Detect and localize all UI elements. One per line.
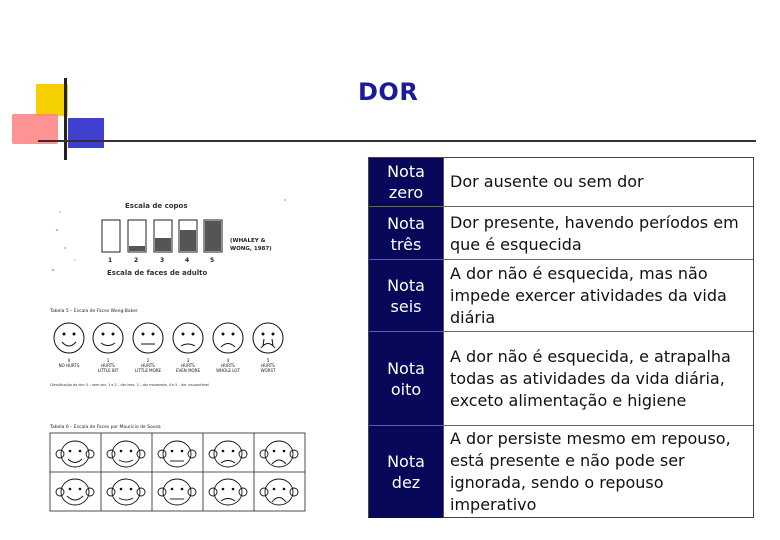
description-cell: A dor não é esquecida, mas não impede exercer atividades da vida diária xyxy=(443,260,753,332)
svg-text:LITTLE MORE: LITTLE MORE xyxy=(134,368,162,373)
score-label: Nota oito xyxy=(387,359,425,399)
score-cell xyxy=(369,260,443,332)
pain-scales-scan-image xyxy=(45,190,310,515)
score-label: Nota dez xyxy=(387,452,425,492)
svg-text:LITTLE BIT: LITTLE BIT xyxy=(97,368,119,373)
decor-vertical-line xyxy=(64,78,67,160)
svg-text:WHOLE LOT: WHOLE LOT xyxy=(216,368,240,373)
score-label: Nota três xyxy=(387,213,425,254)
svg-text:HURTS: HURTS xyxy=(101,363,115,368)
table-row xyxy=(369,259,753,332)
table-row xyxy=(369,425,753,518)
cup-number: 4 xyxy=(185,257,190,264)
svg-text:3: 3 xyxy=(186,358,190,363)
description-cell: A dor persiste mesmo em repouso, está presente e não pode ser ignorada, sendo o repouso imperativo xyxy=(443,426,753,518)
cup-number: 1 xyxy=(108,257,113,264)
cups-credit: (WHALEY & xyxy=(230,238,266,244)
svg-text:0: 0 xyxy=(67,358,71,363)
score-cell xyxy=(369,332,443,426)
svg-text:1: 1 xyxy=(106,358,110,363)
cups-credit: WONG, 1987) xyxy=(230,246,272,252)
svg-text:EVEN MORE: EVEN MORE xyxy=(176,368,200,373)
score-label: Nota zero xyxy=(387,162,425,202)
wong-baker-faces xyxy=(54,323,283,353)
score-cell xyxy=(369,207,443,260)
score-cell xyxy=(369,158,443,206)
svg-text:NO HURTS: NO HURTS xyxy=(58,363,80,368)
table-row xyxy=(369,206,753,260)
adult-faces-caption: Escala de faces de adulto xyxy=(107,269,208,277)
table-row xyxy=(369,158,753,206)
svg-text:HURTS: HURTS xyxy=(221,363,235,368)
wong-baker-title: Tabela 5 – Escala de Faces Wong-Baker xyxy=(50,309,138,314)
svg-text:WORST: WORST xyxy=(260,368,276,373)
score-cell xyxy=(369,426,443,518)
svg-text:2: 2 xyxy=(146,358,150,363)
svg-text:HURTS: HURTS xyxy=(181,363,195,368)
cups-title: Escala de copos xyxy=(125,202,188,210)
cup-number: 5 xyxy=(210,257,215,264)
monica-title: Tabela 6 – Escala de Faces por Maurício de Sousa xyxy=(50,425,161,430)
description-cell: A dor não é esquecida, e atrapalha todas as atividades da vida diária, exceto alimentação e higiene xyxy=(443,332,753,426)
cup-number: 2 xyxy=(134,257,139,264)
svg-text:HURTS: HURTS xyxy=(261,363,275,368)
wong-baker-footnote: Classificação da dor: 0 – sem dor, 1 e 2 – dor leve, 3 – dor moderada, 4 e 5 – dor insuportável xyxy=(50,383,209,387)
cup-number: 3 xyxy=(160,257,165,264)
pain-scale-table xyxy=(368,157,754,518)
description-cell: Dor ausente ou sem dor xyxy=(443,158,753,206)
title-divider-line xyxy=(38,140,756,142)
svg-text:HURTS: HURTS xyxy=(141,363,155,368)
description-cell: Dor presente, havendo períodos em que é esquecida xyxy=(443,207,753,260)
decor-blue-square xyxy=(68,118,104,148)
score-label: Nota seis xyxy=(387,276,425,316)
svg-text:4: 4 xyxy=(226,358,230,363)
slide-title: DOR xyxy=(358,78,419,106)
table-row xyxy=(369,331,753,426)
svg-text:5: 5 xyxy=(266,358,270,363)
